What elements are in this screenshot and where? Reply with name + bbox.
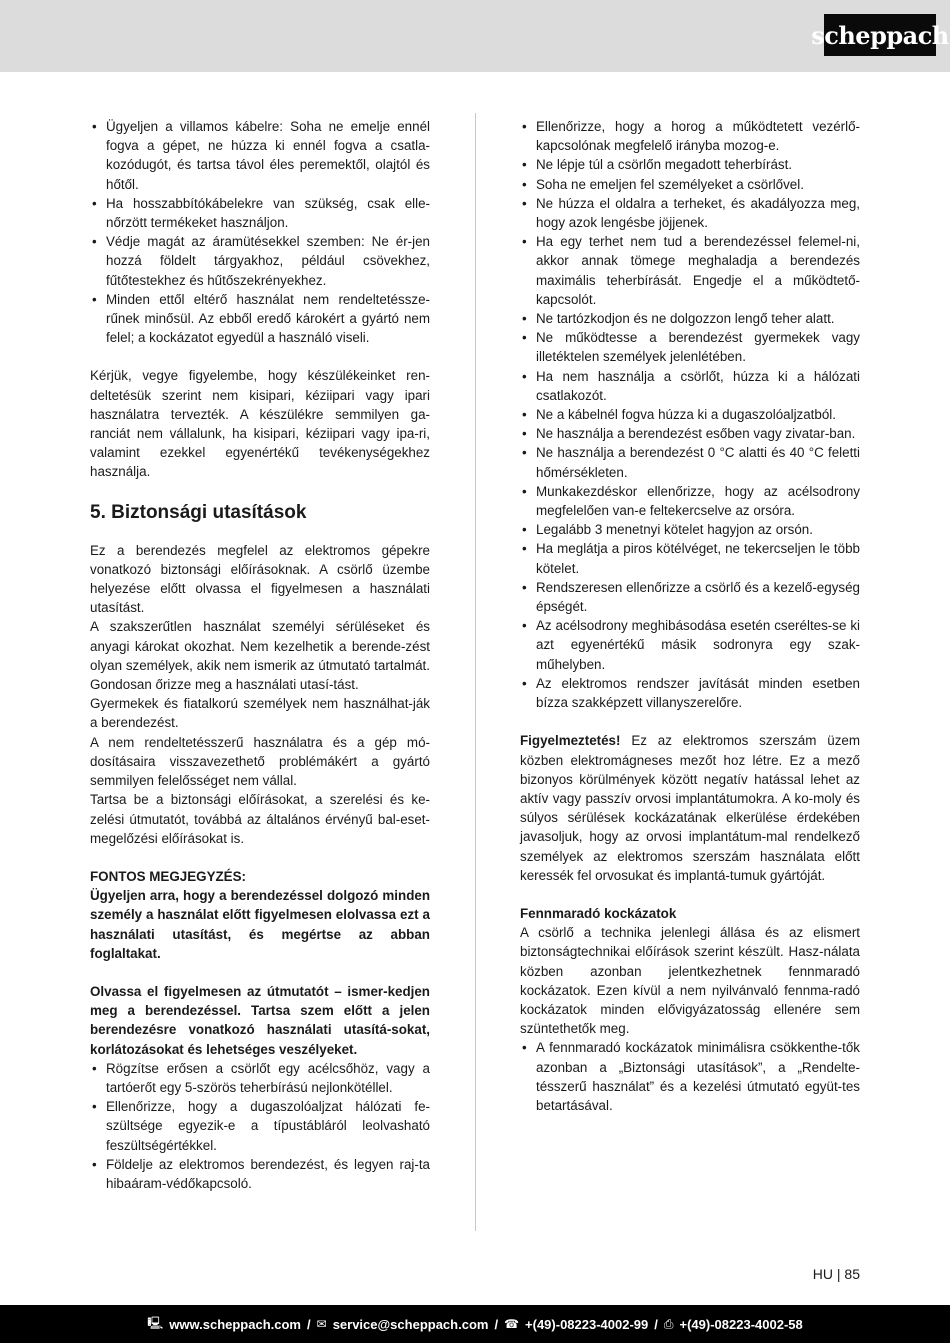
page-number: HU | 85 (812, 1266, 860, 1282)
separator: / (307, 1316, 311, 1332)
phone-number: +(49)-08223-4002-99 (525, 1316, 649, 1332)
bullet-list-cable (90, 117, 430, 347)
separator: / (494, 1316, 499, 1332)
list-item: • Földelje az elektromos berendezést, és legyen raj-ta hibaáram-védőkapcsoló. (90, 1155, 430, 1193)
list-item: • Legalább 3 menetnyi kötelet hagyjon az orsón. (520, 520, 860, 539)
list-item: • Soha ne emeljen fel személyeket a csörlővel. (520, 175, 860, 194)
list-item: • Ellenőrizze, hogy a dugaszolóaljzat hálózati fe-szültsége egyezik-e a típustábláról leolvasható feszültségértékkel. (90, 1097, 430, 1155)
list-item: • Minden ettől eltérő használat nem rendeltetéssze-rűnek minősül. Az ebből eredő károkért a gyártó nem felel; a kockázatot egyedül a használó viseli. (90, 290, 430, 348)
email-link[interactable]: service@scheppach.com (332, 1316, 489, 1332)
list-item: • Az elektromos rendszer javítását minden esetben bízza szakképzett villanyszerelőre. (520, 674, 860, 712)
safety-paragraph: Gyermekek és fiatalkorú személyek nem használhat-ják a berendezést. (90, 696, 430, 731)
separator: / (654, 1316, 658, 1332)
list-item: • Ne a kábelnél fogva húzza ki a dugaszolóaljzatból. (520, 405, 860, 424)
safety-paragraph: A nem rendeltetésszerű használatra és a gép mó-dosításaira visszavezethető problémákért a gyártó semmilyen felelősséget nem vállal. (90, 734, 430, 789)
list-item: • Rendszeresen ellenőrizze a csörlő és a kezelő-egység épségét. (520, 578, 860, 616)
list-item: • Ne működtesse a berendezést gyermekek vagy illetéktelen személyek jelenlétében. (520, 328, 860, 366)
list-item: • Rögzítse erősen a csörlőt egy acélcsőhöz, vagy a tartóerőt egy 5-szörös teherbírású nejlonkötéllel. (90, 1059, 430, 1097)
computer-icon: 🖳 (147, 1315, 164, 1330)
list-item: • Ha hosszabbítókábelekre van szükség, csak elle-nőrzött termékeket használjon. (90, 194, 430, 232)
list-item: • Az acélsodrony meghibásodása esetén cseréltes-se ki azt egyenértékű másik sodronyra egy szak-műhelyben. (520, 616, 860, 674)
bullet-list-installation (90, 1059, 430, 1193)
scheppach-logo: scheppach (824, 14, 936, 56)
list-item: • Védje magát az áramütésekkel szemben: Ne ér-jen hozzá földelt tárgyakhoz, például csövekhez, fűtőtestekhez és hűtőszekrényekhez. (90, 232, 430, 290)
list-item: • Ne lépje túl a csörlőn megadott teherbírást. (520, 155, 860, 174)
bullet-list-residual (520, 1038, 860, 1115)
safety-paragraph: Tartsa be a biztonsági előírásokat, a szerelési és ke-zelési útmutatót, továbbá az általános érvényű bal-eset-megelőzési előírásokat is. (90, 792, 430, 846)
list-item: • Ne tartózkodjon és ne dolgozzon lengő teher alatt. (520, 309, 860, 328)
list-item: • Ne használja a berendezést 0 °C alatti és 40 °C feletti hőmérsékleten. (520, 443, 860, 481)
list-item: • Ne húzza el oldalra a terheket, és akadályozza meg, hogy azok lengésbe jöjjenek. (520, 194, 860, 232)
warning-paragraph (520, 731, 860, 885)
safety-paragraph: Ez a berendezés megfelel az elektromos gépekre vonatkozó biztonsági előírásoknak. A csörlő üzembe helyezése előtt olvassa el figyelmesen a használati utasítást. (90, 542, 430, 616)
residual-risk-text: A csörlő a technika jelenlegi állása és az elismert biztonságtechnikai előírások szerint készült. Hasz-nálata közben azonban jelentkezhetnek fennmaradó kockázatok. Ezen kívül a nem nyilvánvaló fennma-radó kockázatok minden elővigyázatosság ellenére sem szüntethetők meg. (520, 925, 860, 1037)
bullet-list-operation (520, 117, 860, 712)
section-heading: 5. Biztonsági utasítások (90, 501, 307, 523)
list-item: • Ügyeljen a villamos kábelre: Soha ne emelje ennél fogva a gépet, ne húzza ki ennél fogva a csatla-kozódugót, és tartsa távol éles peremektől, olajtól és hőtől. (90, 117, 430, 194)
phone-icon: ☎ (504, 1317, 520, 1331)
warning-text: Ez az elektromos szerszám üzem közben elektromágneses mezőt hoz létre. Ez a mező bizonyos körülmények között negatív hatással lehet az aktív vagy passzív orvosi implantátumokra. A ko-moly és súlyos sérülések kockázatának elkerülése érdekében javasoljuk, hogy az orvosi implantátum-mal rendelkező személyek az elektromos szerszám használata előtt keressék fel orvosukat és implantá-tumuk gyártóját. (520, 733, 860, 883)
right-column (520, 117, 860, 1115)
list-item: • Munkakezdéskor ellenőrizze, hogy az acélsodrony megfelelően van-e feltekercselve az orsóra. (520, 482, 860, 520)
fax-icon: ⎙ (663, 1316, 674, 1331)
intended-use-paragraph: Kérjük, vegye figyelembe, hogy készülékeinket ren-deltetésük szerint nem kisipari, kéziipari vagy ipari használatra tervezték. A készülékre semmilyen ga-ranciát nem vállalunk, ha kisipari, kéziipari vagy ipa-ri, valamint ezekkel egyenértékű tevékenységekhez használja. (90, 368, 430, 480)
list-item: • Ha egy terhet nem tud a berendezéssel felemel-ni, akkor annak tömege meghaladja a berendezés maximális teherbírását. Engedje el a működtető-kapcsolót. (520, 232, 860, 309)
read-manual-text: Olvassa el figyelmesen az útmutatót – ismer-kedjen meg a berendezéssel. Tartsa szem előtt a jelen berendezésre vonatkozó használati utasítá-sokat, korlátozásokat és lehetséges veszélyeket. (90, 983, 430, 1057)
footer-contact-bar (0, 1305, 950, 1343)
important-note-text: Ügyeljen arra, hogy a berendezéssel dolgozó minden személy a használat előtt figyelmesen elolvassa ezt a használati utasítást, és megértse az abban foglaltakat. (90, 888, 430, 961)
fax-number: +(49)-08223-4002-58 (679, 1316, 803, 1332)
safety-paragraph: A szakszerűtlen használat személyi sérüléseket és anyagi károkat okozhat. Nem kezelhetik a berende-zést olyan személyek, akik nem ismerik az útmutató tartalmát. Gondosan őrizze meg a használati utasí-tást. (90, 619, 430, 693)
list-item: • Ha meglátja a piros kötélvéget, ne tekercseljen le több kötelet. (520, 539, 860, 577)
residual-risk-title: Fennmaradó kockázatok (520, 905, 677, 921)
list-item: • Ellenőrizze, hogy a horog a működtetett vezérlő-kapcsolónak megfelelő irányba mozog-e. (520, 117, 860, 155)
header-bar (0, 0, 950, 72)
column-divider (475, 113, 476, 1231)
mail-icon: ✉ (316, 1317, 327, 1331)
warning-label: Figyelmeztetés! (520, 733, 621, 749)
left-column (90, 117, 430, 1193)
list-item: • Ha nem használja a csörlőt, húzza ki a hálózati csatlakozót. (520, 367, 860, 405)
list-item: • A fennmaradó kockázatok minimálisra csökkenthe-tők azonban a „Biztonsági utasítások”, a „Rendelte-tésszerű használat” és a kezelési útmutató együt-tes betartásával. (520, 1038, 860, 1115)
important-note-title: FONTOS MEGJEGYZÉS: (90, 868, 246, 884)
list-item: • Ne használja a berendezést esőben vagy zivatar-ban. (520, 424, 860, 443)
website-link[interactable]: www.scheppach.com (169, 1316, 301, 1332)
